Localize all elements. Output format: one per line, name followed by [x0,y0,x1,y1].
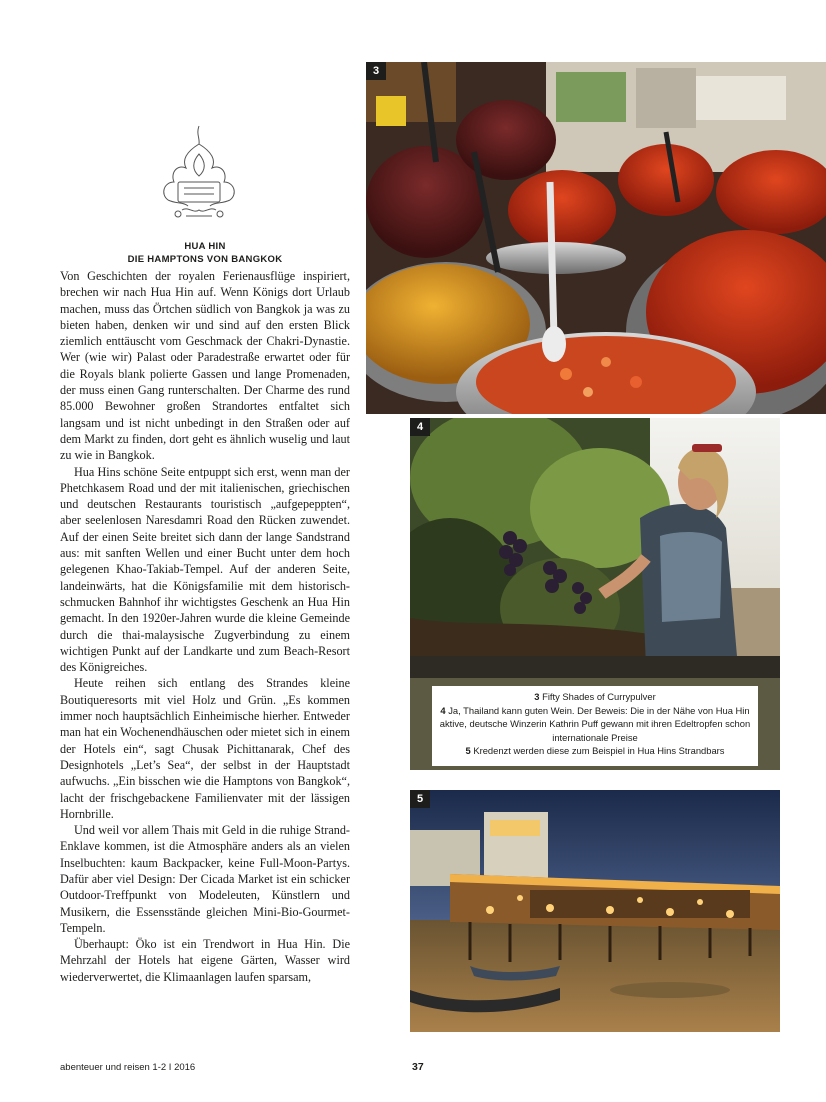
photo-3-number: 3 [366,62,386,80]
page-number: 37 [412,1061,424,1073]
thai-ornament-icon [156,124,242,220]
caption-5: 5 Kredenzt werden diese zum Beispiel in Hua Hins Strandbars [465,745,725,757]
paragraph-2: Hua Hins schöne Seite entpuppt sich erst, wenn man der Phetchkasem Road und der mit italienischen, griechischen und deutschen Restaurants touristisch „aufgepeppten“, aber seelenlosen Naresdamri Road den Rücken zuwendet. Auf der einen Seite breitet sich dann der lange Sandstrand aus: mit sanften Wellen und einer Bucht unter dem hoch gelegenen Khao-Takiab-Tempel. Auf der anderen Seite, landeinwärts, hat die Königsfamilie mit dem historisch-schmucken Bahnhof ihr wichtigstes Geschenk an Hua Hin gemacht. In den 1920er-Jahren wurde die kleine Gemeinde durch die thai-malaysische Zugverbindung zu einem wichtigen Punkt auf der Landkarte und zum Beach-Resort des Königreiches. [60,464,350,675]
paragraph-5: Überhaupt: Öko ist ein Trendwort in Hua Hin. Die Mehrzahl der Hotels hat eigene Gärten, Wasser wird wiederverwertet, die Klimaanlagen laufen sparsam, [60,937,350,984]
spice-market-photo [366,62,826,414]
paragraph-4: Und weil vor allem Thais mit Geld in die ruhige Strand-Enklave kommen, ist die Atmosphäre anders als an vielen Inselbuchten: kaum Backpacker, keine Full-Moon-Partys. Dafür aber viel Design: Der Cicada Market ist ein schicker Outdoor-Treffpunkt von Modeleuten, Künstlern und Musikern, die Essensstände gleichen Mini-Bio-Gourmet-Tempeln. [60,823,350,935]
paragraph-1: Von Geschichten der royalen Ferienausflüge inspiriert, brechen wir nach Hua Hin auf. Wenn Königs dort Urlaub machen, muss das Örtchen südlich von Bangkok ja was zu bieten haben, denken wir und sind auf den ersten Blick ziemlich enttäuscht vom Geschmack der Chakri-Dynastie. Wer (wie wir) Palast oder Paradestraße erwartet oder für die Royals blank polierte Gassen und lange Promenaden, der muss einen Gang runterschalten. Der Charme des rund 85.000 Bewohner großen Strandortes entfaltet sich langsam und ist nicht unbedingt in den Straßen oder auf dem Markt zu finden, dort geht es ähnlich wuselig und laut zu wie in Bangkok. [60,269,350,463]
photo-5-number: 5 [410,790,430,808]
caption-4: 4 Ja, Thailand kann guten Wein. Der Beweis: Die in der Nähe von Hua Hin aktive, deutsche Winzerin Kathrin Puff gewann mit ihren Edeltropfen schon internationale Preise [439,704,751,743]
caption-3: 3 Fifty Shades of Currypulver [534,691,656,702]
photo-4-number: 4 [410,418,430,436]
article-headline [60,240,350,266]
article-body [60,268,350,985]
headline-place: HUA HIN [184,241,226,252]
paragraph-3: Heute reihen sich entlang des Strandes kleine Boutiqueresorts mit viel Holz und Grün. „Es kommen immer noch hauptsächlich Einheimische hierher. Entweder man hat ein Wochenendhäuschen oder mietet sich in einem der Hotels ein“, sagt Chusak Pichittanarak, Chef des Designhotels „Let’s Sea“, der selbst in der Hauptstadt aufwuchs. „Ein bisschen wie die Hamptons von Bangkok“, lacht der frischgebackene Familienvater mit der lässigen Hornbrille. [60,676,350,821]
photo-captions [432,686,758,766]
headline-title: DIE HAMPTONS VON BANGKOK [127,254,283,265]
magazine-footer: abenteuer und reisen 1-2 I 2016 [60,1062,196,1073]
vineyard-winemaker-photo [410,418,780,678]
beach-bar-night-photo [410,790,780,1032]
